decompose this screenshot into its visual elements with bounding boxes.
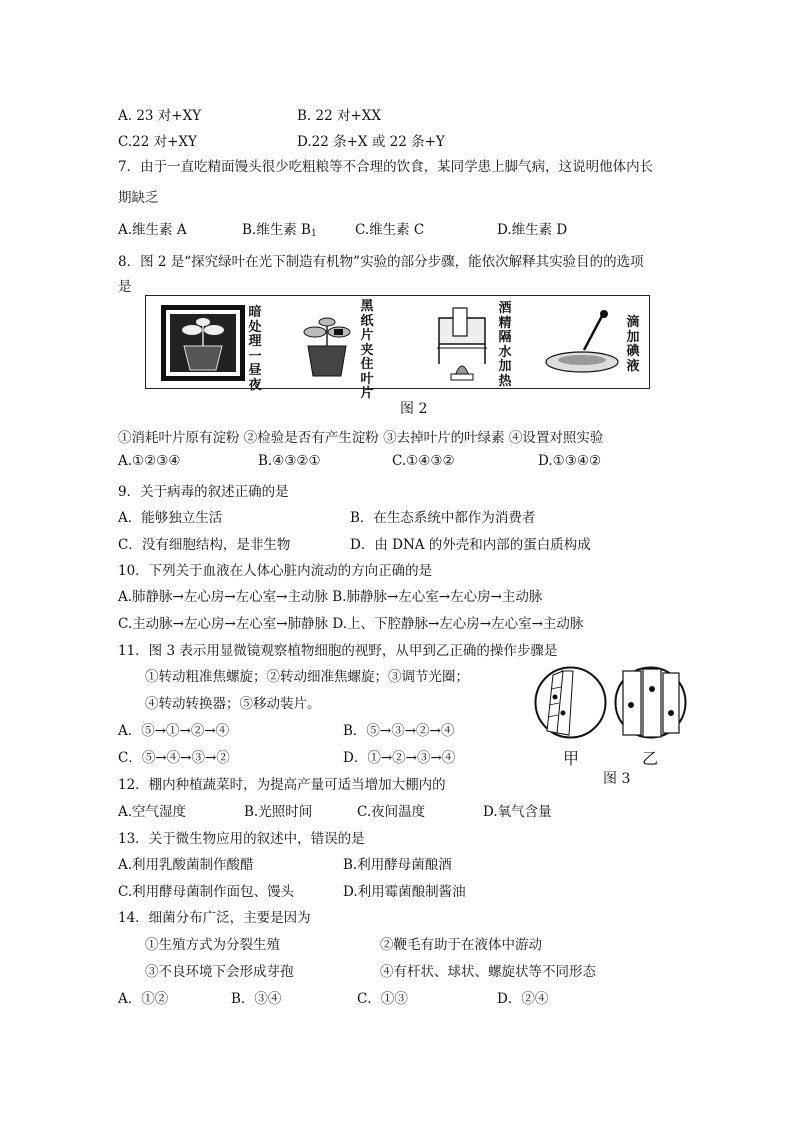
q12-option-a: A.空气湿度 (118, 804, 187, 820)
figure-2-caption: 图 2 (400, 401, 428, 417)
q13-option-c: C.利用酵母菌制作面包、馒头 (118, 884, 295, 900)
microscope-field-yi (613, 665, 688, 740)
figure-2 (145, 295, 650, 401)
q11-option-b: B．⑤→③→②→④ (343, 723, 455, 739)
figure-3-caption: 图 3 (603, 771, 631, 787)
q9-option-c: C．没有细胞结构，是非生物 (118, 537, 291, 553)
figure3-label-yi: 乙 (642, 749, 659, 768)
figure2-label-1: 暗处理一昼夜 (248, 305, 262, 393)
q12-option-d: D.氧气含量 (483, 804, 552, 820)
q8-stem-line2: 是 (118, 279, 132, 295)
q6-option-a: A. 23 对+XY (118, 108, 202, 124)
q8-option-a: A.①②③④ (118, 453, 181, 469)
figure2-label-3: 酒精隔水加热 (498, 301, 512, 389)
q6-option-d: D.22 条+X 或 22 条+Y (297, 134, 445, 150)
q10-stem: 10．下列关于血液在人体心脏内流动的方向正确的是 (118, 563, 433, 579)
q14-option-b: B．③④ (231, 991, 282, 1007)
q6-option-c: C.22 对+XY (118, 134, 197, 150)
q14-statement-3: ③不良环境下会形成芽孢 (145, 964, 294, 980)
q9-option-d: D．由 DNA 的外壳和内部的蛋白质构成 (350, 537, 591, 553)
q14-statement-1: ①生殖方式为分裂生殖 (145, 937, 280, 953)
q11-steps-line1: ①转动粗准焦螺旋；②转动细准焦螺旋；③调节光圈； (145, 669, 469, 685)
q13-option-b: B.利用酵母菌酿酒 (343, 857, 452, 873)
q7-option-c: C.维生素 C (355, 222, 425, 238)
q7-option-d: D.维生素 D (497, 222, 568, 238)
figure2-label-4: 滴加碘液 (626, 315, 640, 374)
q11-option-a: A．⑤→①→②→④ (118, 723, 230, 739)
q6-option-b: B. 22 对+XX (297, 108, 382, 124)
q11-stem: 11．图 3 表示用显微镜观察植物细胞的视野，从甲到乙正确的操作步骤是 (118, 643, 558, 659)
figure3-label-jia: 甲 (563, 749, 580, 768)
microscope-field-jia (533, 665, 608, 740)
q10-options-line2: C.主动脉→左心房→左心室→肺静脉 D.上、下腔静脉→左心房→左心室→主动脉 (118, 616, 584, 632)
q14-option-d: D．②④ (497, 991, 549, 1007)
q14-stem: 14．细菌分布广泛，主要是因为 (118, 910, 311, 926)
q8-option-d: D.①③④② (538, 453, 602, 469)
q7-stem-line1: 7．由于一直吃精面馒头很少吃粗粮等不合理的饮食，某同学患上脚气病，这说明他体内长 (118, 159, 654, 175)
black-paper-plant-illustration (296, 310, 358, 380)
q7-stem-line2: 期缺乏 (118, 190, 159, 206)
q12-option-b: B.光照时间 (244, 804, 313, 820)
q9-stem: 9．关于病毒的叙述正确的是 (118, 484, 289, 500)
iodine-dropper-illustration (544, 310, 622, 376)
q7-option-b-subscript: 1 (310, 229, 317, 239)
q11-steps-line2: ④转动转换器；⑤移动装片。 (145, 696, 321, 712)
q14-option-c: C．①③ (357, 991, 408, 1007)
q8-stem-line1: 8．图 2 是“探究绿叶在光下制造有机物”实验的部分步骤，能依次解释其实验目的的选项 (118, 254, 644, 270)
q9-option-b: B．在生态系统中都作为消费者 (350, 510, 536, 526)
q13-option-d: D.利用霉菌酿制酱油 (343, 884, 466, 900)
q12-option-c: C.夜间温度 (357, 804, 426, 820)
q7-option-b (242, 218, 317, 239)
dark-box-plant-illustration (160, 304, 246, 382)
q7-option-a: A.维生素 A (118, 222, 187, 238)
q11-option-c: C．⑤→④→③→② (118, 750, 230, 766)
q12-stem: 12．棚内种植蔬菜时，为提高产量可适当增加大棚内的 (118, 777, 446, 793)
figure2-label-2: 黑纸片夹住叶片 (360, 299, 374, 401)
q8-option-c: C.①④③② (392, 453, 455, 469)
q8-option-b: B.④③②① (258, 453, 321, 469)
water-bath-heating-illustration (431, 304, 493, 382)
q7-option-b-text: B.维生素 B (242, 222, 311, 238)
q8-statements: ①消耗叶片原有淀粉 ②检验是否有产生淀粉 ③去掉叶片的叶绿素 ④设置对照实验 (118, 430, 604, 446)
q14-option-a: A．①② (118, 991, 169, 1007)
q9-option-a: A．能够独立生活 (118, 510, 223, 526)
q11-option-d: D．①→②→③→④ (343, 750, 456, 766)
q14-statement-4: ④有杆状、球状、螺旋状等不同形态 (380, 964, 596, 980)
q13-option-a: A.利用乳酸菌制作酸醋 (118, 857, 254, 873)
q10-options-line1: A.肺静脉→左心房→左心室→主动脉 B.肺静脉→左心室→左心房→主动脉 (118, 589, 543, 605)
q14-statement-2: ②鞭毛有助于在液体中游动 (380, 937, 542, 953)
q13-stem: 13．关于微生物应用的叙述中，错误的是 (118, 831, 365, 847)
